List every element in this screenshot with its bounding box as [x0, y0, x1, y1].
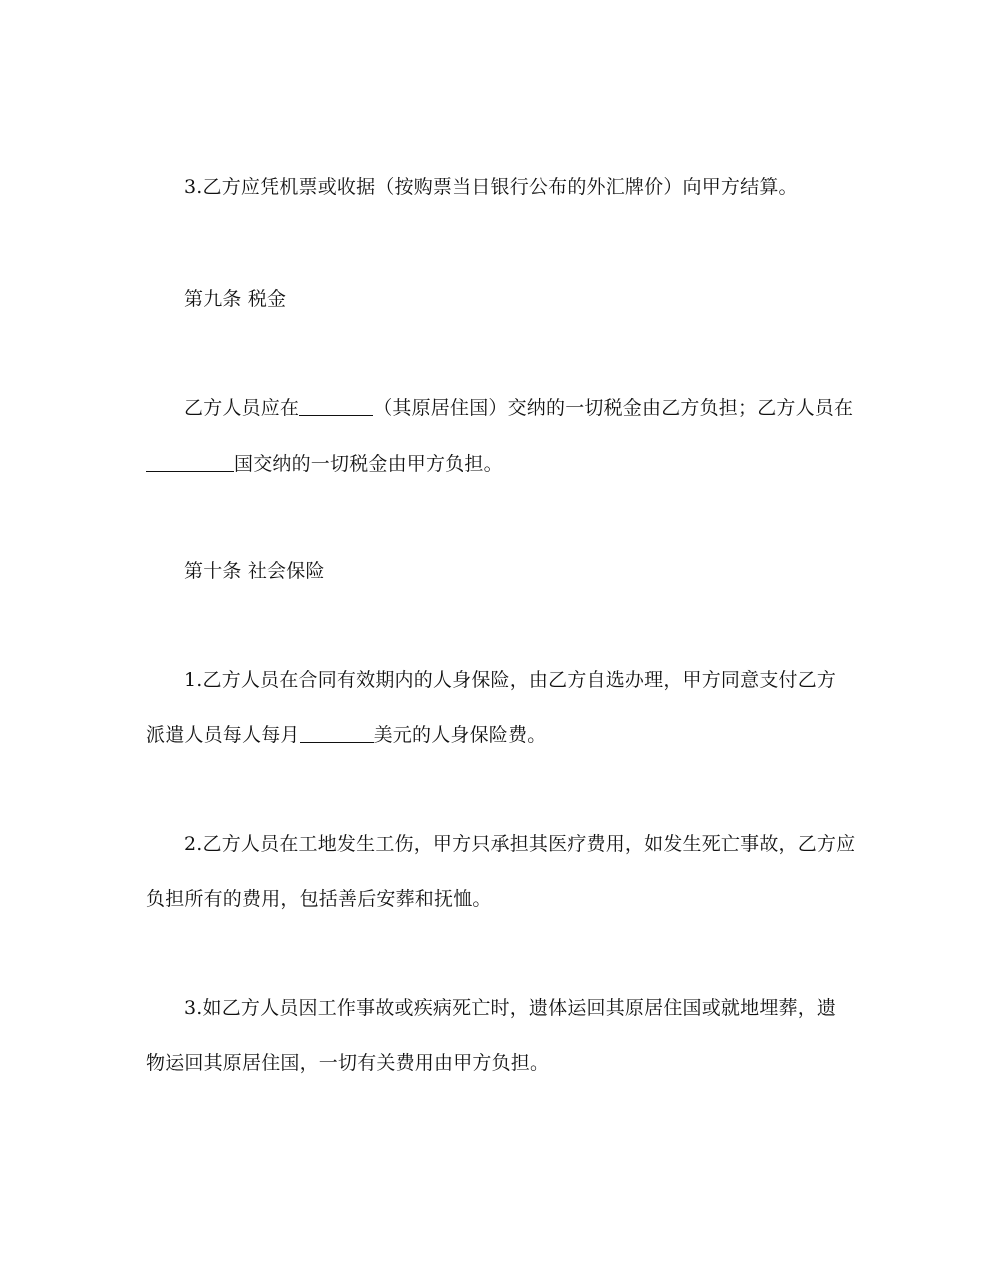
- article-10-item-1-text-c: 美元的人身保险费。: [373, 724, 547, 746]
- article-9-paragraph-line-2: [0, 450, 989, 478]
- article-10-item-3-line-1: [0, 994, 989, 1022]
- article-10-heading: [0, 557, 989, 585]
- clause-settlement: [0, 173, 989, 201]
- article-10-item-1-line-2: [0, 721, 989, 749]
- article-9-text-b: （其原居住国）交纳的一切税金由乙方负担；乙方人员在: [373, 397, 854, 419]
- blank-field-host-country: [146, 451, 234, 472]
- blank-field-residence-country: [299, 395, 373, 416]
- article-9-paragraph-line-1: [0, 394, 989, 422]
- article-10-item-2-text-b: 负担所有的费用，包括善后安葬和抚恤。: [146, 888, 492, 910]
- article-10-item-3-line-2: [0, 1049, 989, 1077]
- article-10-item-3-text-b: 物运回其原居住国，一切有关费用由甲方负担。: [146, 1052, 550, 1074]
- article-10-item-1-line-1: [0, 666, 989, 694]
- article-10-item-3-text-a: 3.如乙方人员因工作事故或疾病死亡时，遗体运回其原居住国或就地埋葬，遗: [184, 997, 837, 1019]
- article-10-item-2-line-1: [0, 830, 989, 858]
- article-9-text-c: 国交纳的一切税金由甲方负担。: [234, 453, 503, 475]
- article-10-item-1-text-a: 1.乙方人员在合同有效期内的人身保险，由乙方自选办理，甲方同意支付乙方: [184, 669, 837, 691]
- blank-field-insurance-amount: [300, 722, 374, 743]
- article-9-text-a: 乙方人员应在: [184, 397, 300, 419]
- article-9-heading: [0, 285, 989, 313]
- article-10-item-2-text-a: 2.乙方人员在工地发生工伤，甲方只承担其医疗费用，如发生死亡事故，乙方应: [184, 833, 856, 855]
- clause-settlement-text: 3.乙方应凭机票或收据（按购票当日银行公布的外汇牌价）向甲方结算。: [184, 176, 798, 198]
- article-9-heading-text: 第九条 税金: [184, 288, 287, 310]
- article-10-item-2-line-2: [0, 885, 989, 913]
- article-10-heading-text: 第十条 社会保险: [184, 560, 325, 582]
- article-10-item-1-text-b: 派遣人员每人每月: [146, 724, 300, 746]
